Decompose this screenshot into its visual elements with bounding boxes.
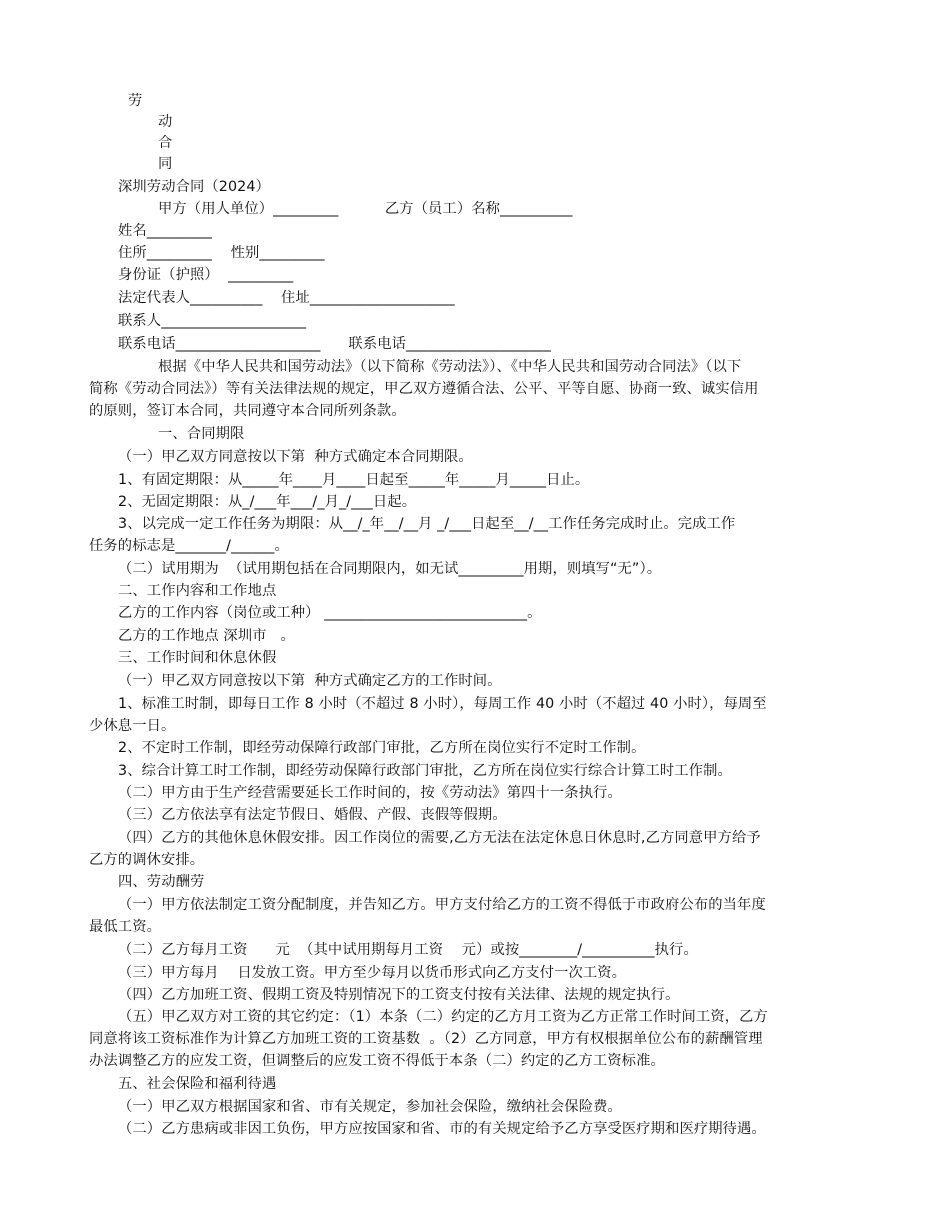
preamble-line-1: 根据《中华人民共和国劳动法》（以下简称《劳动法》）、《中华人民共和国劳动合同法》（以下 [158, 359, 742, 375]
clause-4-1-cont: 最低工资。 [89, 919, 161, 935]
name-field: 姓名_________ [118, 223, 213, 239]
vertical-title-char-4: 同 [158, 156, 173, 172]
preamble-line-3: 的原则，签订本合同，共同遵守本合同所列条款。 [89, 403, 406, 419]
id-field: 身份证（护照） _________ [118, 267, 294, 283]
legal-rep-field: 法定代表人__________ 住址____________________ [118, 290, 455, 306]
party-names-line: 甲方（用人单位）_________ 乙方（员工）名称__________ [158, 201, 573, 217]
clause-4-2: （二）乙方每月工资 元 （其中试用期每月工资 元）或按________/__________执行。 [118, 942, 698, 958]
clause-5-1: （一）甲乙双方根据国家和省、市有关规定，参加社会保险，缴纳社会保险费。 [118, 1099, 622, 1115]
clause-4-4: （四）乙方加班工资、假期工资及特别情况下的工资支付按有关法律、法规的规定执行。 [118, 987, 680, 1003]
work-location-field: 乙方的工作地点 深圳市 。 [118, 628, 295, 644]
clause-3-4-cont: 乙方的调休安排。 [89, 852, 205, 868]
clause-3-1: （一）甲乙双方同意按以下第 种方式确定乙方的工作时间。 [118, 673, 502, 689]
vertical-title-char-2: 动 [158, 114, 173, 130]
clause-1-1-option-3: 3、以完成一定工作任务为期限：从__/_年__/__月 _/___日起至__/__工作任务完成时止。完成工作 [118, 516, 736, 532]
section-1-heading: 一、合同期限 [158, 426, 245, 442]
section-5-heading: 五、社会保险和福利待遇 [118, 1076, 277, 1092]
document-title: 深圳劳动合同（2024） [118, 179, 270, 195]
vertical-title-char-1: 劳 [128, 93, 143, 109]
clause-1-1: （一）甲乙双方同意按以下第 种方式确定本合同期限。 [118, 449, 473, 465]
vertical-title-char-3: 合 [158, 135, 173, 151]
clause-3-1-option-1-cont: 少休息一日。 [89, 718, 176, 734]
clause-3-1-option-2: 2、不定时工作制，即经劳动保障行政部门审批，乙方所在岗位实行不定时工作制。 [118, 740, 646, 756]
clause-1-1-option-2: 2、无固定期限：从_/___年___/_月_/___日起。 [118, 494, 417, 510]
clause-1-2-probation: （二）试用期为 （试用期包括在合同期限内，如无试_________用期，则填写“无”）。 [118, 561, 662, 577]
clause-3-1-option-3: 3、综合计算工时工作制，即经劳动保障行政部门审批，乙方所在岗位实行综合计算工时工作制。 [118, 763, 732, 779]
clause-4-5: （五）甲乙双方对工资的其它约定：（1）本条（二）约定的乙方月工资为乙方正常工作时间工资，乙方 [118, 1009, 768, 1025]
clause-4-3: （三）甲方每月 日发放工资。甲方至少每月以货币形式向乙方支付一次工资。 [118, 965, 627, 981]
clause-4-5-cont-1: 同意将该工资标准作为计算乙方加班工资的工资基数 。（2）乙方同意，甲方有权根据单位公布的薪酬管理 [89, 1031, 763, 1047]
phone-fields: 联系电话____________________ 联系电话____________________ [118, 336, 551, 352]
section-4-heading: 四、劳动酬劳 [118, 874, 205, 890]
contact-person-field: 联系人____________________ [118, 313, 307, 329]
clause-3-3: （三）乙方依法享有法定节假日、婚假、产假、丧假等假期。 [118, 807, 507, 823]
clause-4-5-cont-2: 办法调整乙方的应发工资，但调整后的应发工资不得低于本条（二）约定的乙方工资标准。 [89, 1053, 665, 1069]
preamble-line-2: 简称《劳动合同法》）等有关法律法规的规定，甲乙双方遵循合法、公平、平等自愿、协商一致、诚实信用 [89, 381, 759, 397]
clause-1-1-option-1: 1、有固定期限：从_____年____月____日起至_____年_____月_____日止。 [118, 472, 590, 488]
clause-5-2: （二）乙方患病或非因工负伤，甲方应按国家和省、市的有关规定给予乙方享受医疗期和医疗期待遇。 [118, 1121, 766, 1137]
job-content-field: 乙方的工作内容（岗位或工种） ____________________________。 [118, 605, 542, 621]
address-gender-field: 住所_________ 性别_________ [118, 245, 325, 261]
clause-3-2: （二）甲方由于生产经营需要延长工作时间的，按《劳动法》第四十一条执行。 [118, 785, 622, 801]
clause-1-1-option-3-cont: 任务的标志是_______/______。 [89, 538, 289, 554]
clause-3-4: （四）乙方的其他休息休假安排。因工作岗位的需要,乙方无法在法定休息日休息时,乙方同意甲方给予 [118, 830, 761, 846]
section-3-heading: 三、工作时间和休息休假 [118, 650, 277, 666]
section-2-heading: 二、工作内容和工作地点 [118, 583, 277, 599]
clause-4-1: （一）甲方依法制定工资分配制度，并告知乙方。甲方支付给乙方的工资不得低于市政府公布的当年度 [118, 897, 766, 913]
clause-3-1-option-1: 1、标准工时制，即每日工作 8 小时（不超过 8 小时），每周工作 40 小时（不超过 40 小时），每周至 [118, 696, 767, 712]
